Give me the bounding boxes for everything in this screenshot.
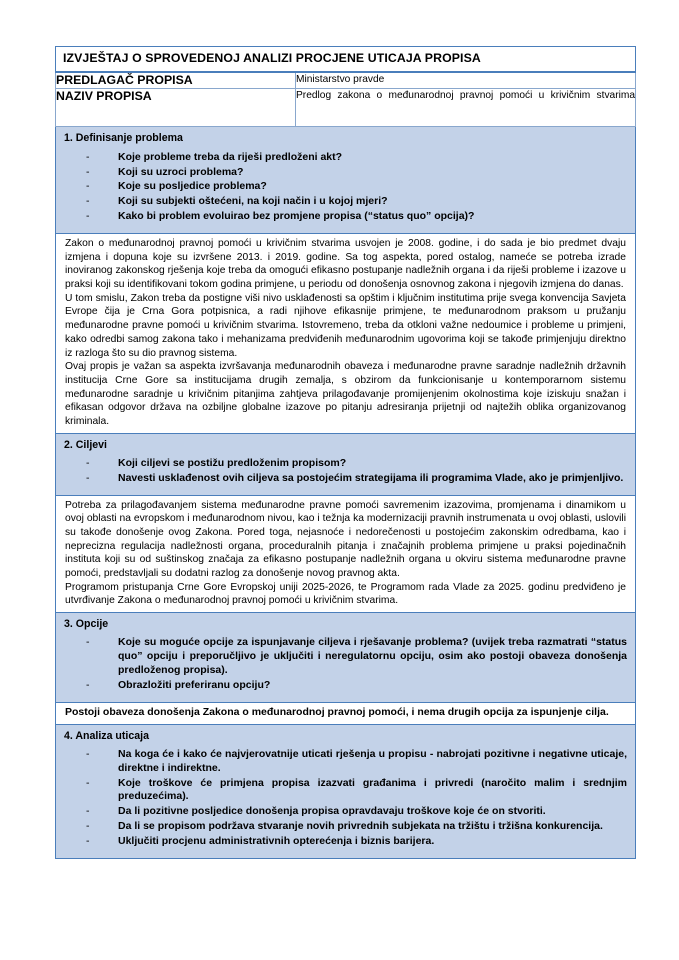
- table-row-regulation-name: [56, 89, 636, 127]
- section1-questions-cell: [56, 148, 636, 234]
- question-text: Koji su uzroci problema?: [118, 165, 244, 178]
- dash-bullet-icon: -: [86, 776, 90, 789]
- list-item: [86, 180, 627, 194]
- regulation-name-label: NAZIV PROPISA: [56, 89, 296, 127]
- section1-body-cell: [56, 234, 636, 434]
- section3-question-list: [64, 636, 627, 692]
- question-text: Na koga će i kako će najvjerovatnije uticati rješenja u propisu - nabrojati pozitivne i negativne uticaje, direktne i indirektne.: [118, 747, 628, 774]
- paragraph: Ovaj propis je važan sa aspekta izvršavanja međunarodnih obaveza i međunarodne pravne saradnje nadležnih državnih institucija Crne Gore sa institucijama drugih zemalja, s obzirom da funkcionisanje u kontemporarnom sistemu međunarodne saradnje u krivičnim pitanjima zahtjeva prilagođavanje promijenjenim okolnostima koje iziskuju snažan i efikasan odgovor država na ozbiljne globalne izazove po pitanju adresiranja prijetnji od najtežih oblika organizovanog kriminala.: [65, 361, 627, 427]
- section2-heading: 2. Ciljevi: [64, 438, 107, 451]
- section2-questions-cell: [56, 454, 636, 495]
- dash-bullet-icon: -: [86, 195, 90, 208]
- table-row-section1-heading: [56, 127, 636, 148]
- list-item: [86, 820, 627, 834]
- dash-bullet-icon: -: [86, 210, 90, 223]
- section1-heading: 1. Definisanje problema: [64, 132, 183, 145]
- report-title-cell: [56, 47, 636, 72]
- question-text: Da li se propisom podržava stvaranje novih privrednih subjekata na tržištu i tržišna konkurencija.: [118, 820, 603, 833]
- dash-bullet-icon: -: [86, 456, 90, 469]
- dash-bullet-icon: -: [86, 835, 90, 847]
- page-title: IZVJEŠTAJ O SPROVEDENOJ ANALIZI PROCJENE UTICAJA PROPISA: [63, 51, 481, 65]
- list-item: [86, 777, 627, 805]
- table-row-section3-answer: [56, 702, 636, 724]
- dash-bullet-icon: -: [86, 805, 90, 818]
- section2-body-cell: [56, 495, 636, 613]
- question-text: Koje su moguće opcije za ispunjavanje ciljeva i rješavanje problema? (uvijek treba razmatrati “status quo” opciju i preporučljivo je uključiti i neregulatornu opciju, osim ako postoji obaveza donošenja predloženog propisa).: [118, 636, 628, 677]
- question-text: Obrazložiti preferiranu opciju?: [118, 678, 271, 691]
- ria-report-table: [55, 46, 636, 859]
- section1-question-list: [64, 151, 627, 224]
- section3-heading-cell: [56, 613, 636, 634]
- section2-question-list: [64, 457, 627, 486]
- table-row-title: [56, 47, 636, 72]
- proposer-label: PREDLAGAČ PROPISA: [56, 72, 296, 89]
- paragraph: U tom smislu, Zakon treba da postigne viši nivo usklađenosti sa opštim i ključnim institutima prije svega konvencija Savjeta Evrope čija je Crna Gora potpisnica, a radi njihove efikasnije primjene, te međunarodnom praksom u pružanju međunarodne pravne pomoći u krivičnim stvarima. Istovremeno, treba da otkloni važne nedoumice i probleme u primjeni, kako odredbi samog zakona tako i mehanizama predviđenih međunarodnim ugovorima koji se takođe primjenjuju direktno iz razloga što su dio pravnog sistema.: [65, 292, 627, 359]
- list-item: [86, 195, 627, 209]
- dash-bullet-icon: -: [86, 820, 90, 833]
- section1-heading-cell: [56, 127, 636, 148]
- section3-answer-text: Postoji obaveza donošenja Zakona o međunarodnoj pravnoj pomoći, i nema drugih opcija za ispunjenje cilja.: [65, 705, 609, 718]
- section2-heading-cell: [56, 433, 636, 454]
- list-item: [86, 166, 627, 180]
- list-item: [86, 679, 627, 693]
- list-item: [86, 748, 627, 776]
- list-item: [86, 636, 627, 678]
- dash-bullet-icon: -: [86, 165, 90, 178]
- table-row-section1-body: [56, 234, 636, 434]
- question-text: Koje troškove će primjena propisa izazvati građanima i privredi (naročito malim i srednjim preduzećima).: [118, 776, 628, 803]
- table-row-section3-heading: [56, 613, 636, 634]
- list-item: [86, 835, 627, 849]
- question-text: Da li pozitivne posljedice donošenja propisa opravdavaju troškove koje će on stvoriti.: [118, 805, 546, 818]
- list-item: [86, 805, 627, 819]
- question-text: Koji ciljevi se postižu predloženim propisom?: [118, 456, 347, 469]
- table-row-section2-heading: [56, 433, 636, 454]
- table-row-proposer: [56, 72, 636, 89]
- table-row-section3-questions: [56, 633, 636, 702]
- paragraph: Programom pristupanja Crne Gore Evropskoj uniji 2025-2026, te Programom rada Vlade za 2025. godinu predviđeno je utvrđivanje Zakona o međunarodnoj pravnoj pomoći u krivičnim stvarima.: [65, 581, 627, 607]
- section4-heading: 4. Analiza uticaja: [64, 729, 149, 742]
- section3-heading: 3. Opcije: [64, 618, 109, 631]
- question-text: Koji su subjekti oštećeni, na koji način i u kojoj mjeri?: [118, 195, 388, 208]
- table-row-section4-questions: [56, 745, 636, 859]
- section4-questions-cell: [56, 745, 636, 859]
- proposer-value: Ministarstvo pravde: [296, 72, 636, 89]
- dash-bullet-icon: -: [86, 678, 90, 691]
- dash-bullet-icon: -: [86, 747, 90, 760]
- dash-bullet-icon: -: [86, 180, 90, 193]
- table-row-section2-body: [56, 495, 636, 613]
- list-item: [86, 457, 627, 471]
- dash-bullet-icon: -: [86, 636, 90, 649]
- question-text: Koje probleme treba da riješi predloženi akt?: [118, 150, 343, 163]
- section3-questions-cell: [56, 633, 636, 702]
- regulation-name-value: Predlog zakona o međunarodnoj pravnoj pomoći u krivičnim stvarima: [296, 89, 636, 127]
- section4-question-list: [64, 748, 627, 849]
- dash-bullet-icon: -: [86, 150, 90, 163]
- table-row-section1-questions: [56, 148, 636, 234]
- question-text: Navesti usklađenost ovih ciljeva sa postojećim strategijama ili programima Vlade, ako je primjenljivo.: [118, 471, 624, 484]
- paragraph: Zakon o međunarodnoj pravnoj pomoći u krivičnim stvarima usvojen je 2008. godine, i do sada je bio predmet dvaju izmjena i dopuna koje su izvršene 2013. i 2019. godine. Sa tog aspekta, pored ostalog, nameće se potreba izrade inoviranog zakonskog rješenja koje treba da omogući efikasno postupanje nadležnih organa i da riješi probleme i izazove u praksi koji su identifikovani tokom godina primjene, u periodu od donošenja osnovnog zakona i njegovih izmjena do danas.: [65, 238, 627, 291]
- section3-answer-cell: [56, 702, 636, 724]
- table-row-section4-heading: [56, 724, 636, 745]
- list-item: [86, 151, 627, 165]
- section4-heading-cell: [56, 724, 636, 745]
- question-text: Uključiti procjenu administrativnih opterećenja i biznis barijera.: [118, 835, 435, 847]
- question-text: Koje su posljedice problema?: [118, 180, 267, 193]
- list-item: [86, 210, 627, 224]
- dash-bullet-icon: -: [86, 471, 90, 484]
- question-text: Kako bi problem evoluirao bez promjene propisa (“status quo” opcija)?: [118, 210, 475, 223]
- table-row-section2-questions: [56, 454, 636, 495]
- list-item: [86, 472, 627, 486]
- paragraph: Potreba za prilagođavanjem sistema međunarodne pravne pomoći savremenim izazovima, promjenama i dinamikom u ovoj oblasti na evropskom i međunarodnom nivou, kao i težnja ka modernizaciji pravnih instrumenata u ovoj oblasti, uslovili su takođe donošenje ovog Zakona. Pored toga, nejasnoće i nedorečenosti u postojećim zakonskim odredbama, kao i neprecizna regulacija nadležnosti organa, proceduralnih pitanja i značajnih problema primjene u praksi pojedinačnih instituta koji su od suštinskog značaja za efikasno postupanje nadležnih organa u okviru sistema međunarodne pravne pomoći, predstavljali su dodatni razlog za donošenje novog pravnog akta.: [65, 499, 627, 580]
